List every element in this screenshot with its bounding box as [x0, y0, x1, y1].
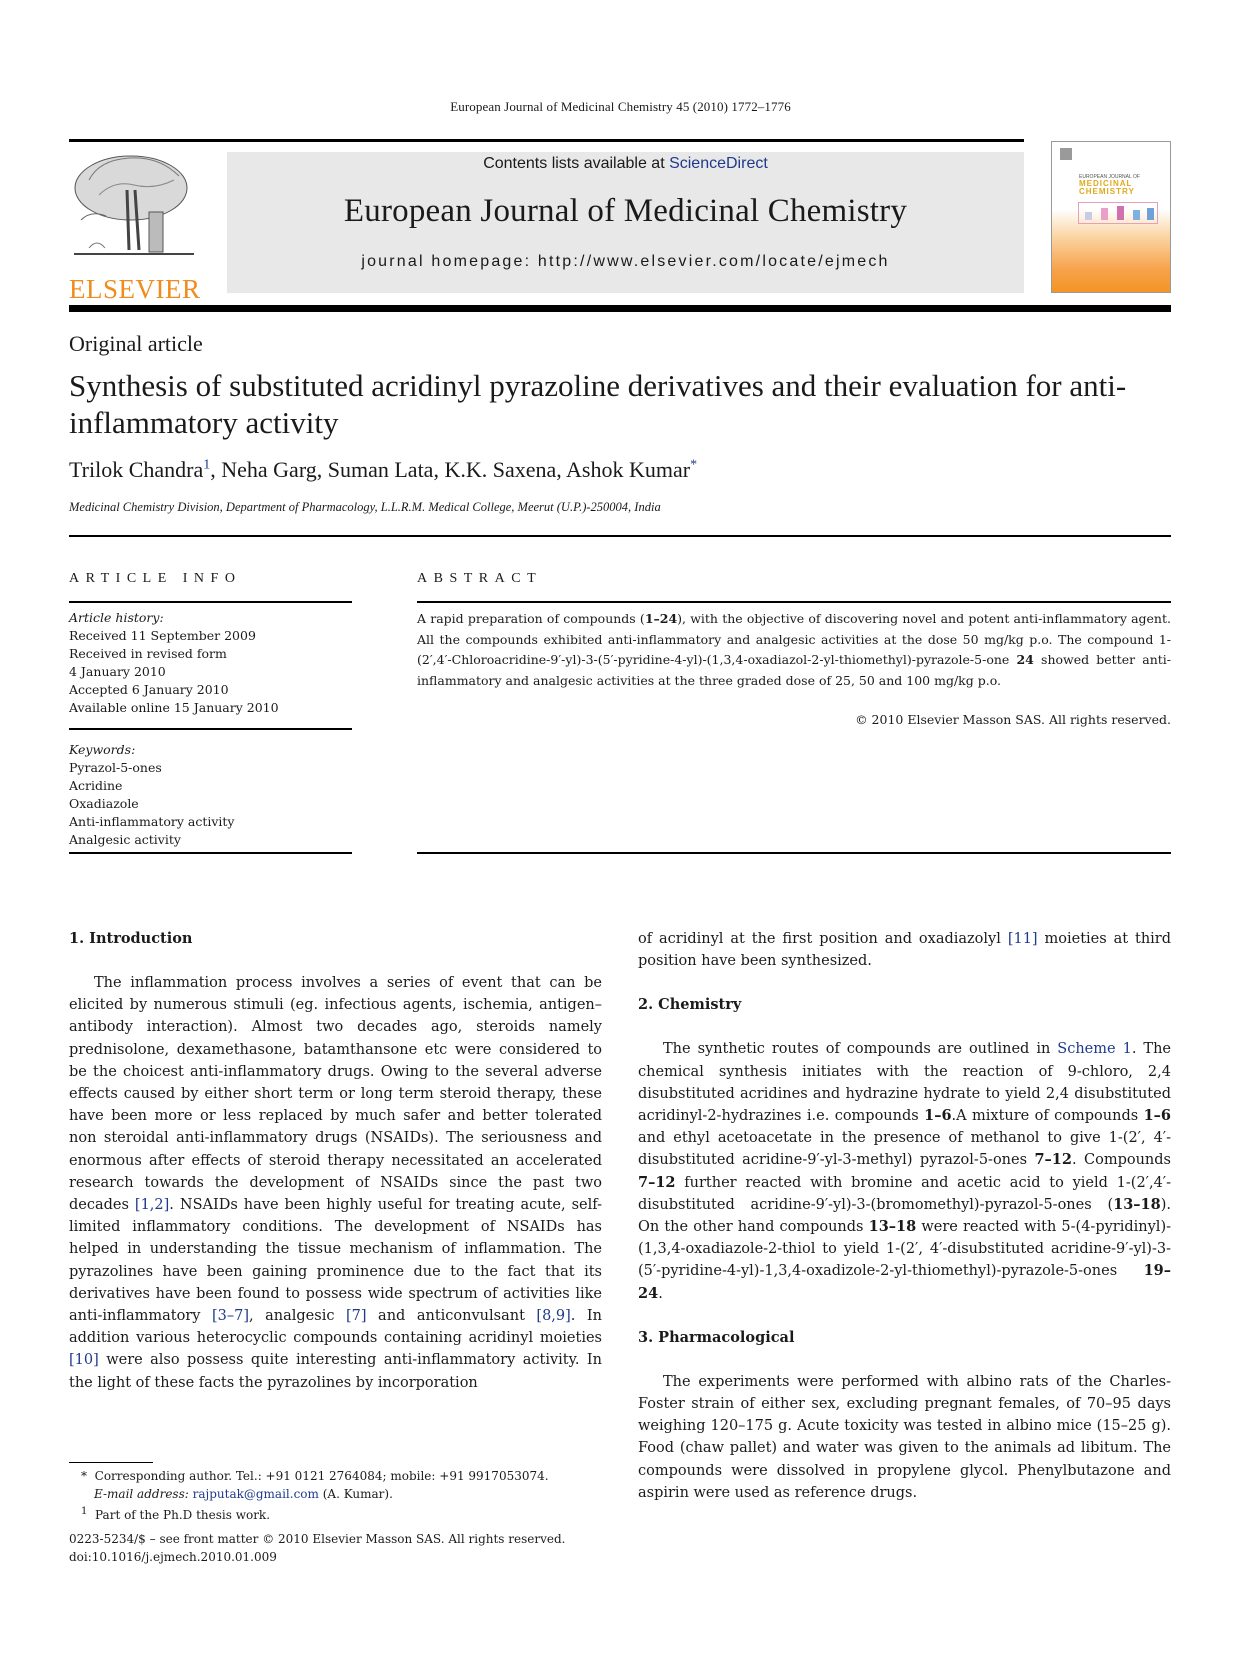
compound-ref: 1–6: [924, 1107, 952, 1125]
footnote-mark: 1: [81, 1506, 88, 1517]
email-suffix: (A. Kumar).: [318, 1487, 393, 1501]
journal-name: European Journal of Medicinal Chemistry: [343, 193, 908, 229]
contents-line: [227, 154, 1024, 174]
author-first: Trilok Chandra: [69, 457, 204, 482]
cover-title-line3: CHEMISTRY: [1079, 187, 1135, 196]
cover-title-large: [1079, 180, 1135, 196]
introduction-continuation: [638, 928, 1171, 972]
citation-link[interactable]: [1,2]: [134, 1197, 170, 1214]
keyword-item: Pyrazol-5-ones: [69, 760, 162, 775]
body-text: ). On the other hand compounds: [638, 1196, 1171, 1236]
abstract-text: showed better anti-inflammatory and analgesic activities at the three graded dose of 25, 50 and 100 mg/kg p.o.: [417, 652, 1171, 688]
cover-logo-icon: [1060, 148, 1072, 160]
compound-ref: 24: [1016, 652, 1034, 667]
body-text: of acridinyl at the first position and oxadiazolyl: [638, 931, 1008, 947]
keyword-item: Analgesic activity: [69, 832, 181, 847]
body-text: and ethyl acetoacetate in the presence of methanol to give 1-(2′, 4′-disubstituted acridine-9′-yl-3-methyl) pyrazol-5-ones: [638, 1130, 1171, 1169]
abstract-body: [417, 609, 1171, 691]
history-item: Received in revised form: [69, 646, 227, 661]
abstract-rule: [417, 601, 1171, 603]
front-matter: [69, 1530, 602, 1566]
cover-title-line2: MEDICINAL: [1079, 179, 1133, 188]
body-text: . The chemical synthesis initiates with the reaction of 9-chloro, 2,4 disubstituted acridines and hydrazine hydrate to yield 2,4 disubstituted acridinyl-2-hydrazines i.e. compounds: [638, 1041, 1172, 1125]
history-item: Received 11 September 2009: [69, 628, 256, 643]
section-heading-chemistry: 2. Chemistry: [638, 996, 742, 1014]
section-heading-pharmacological: 3. Pharmacological: [638, 1328, 795, 1346]
citation-link[interactable]: [3–7]: [211, 1308, 249, 1325]
article-history: [69, 609, 352, 717]
footnote-text: Corresponding author. Tel.: +91 0121 2764084; mobile: +91 9917053074.: [94, 1469, 549, 1483]
sciencedirect-link[interactable]: ScienceDirect: [669, 155, 768, 172]
abstract-heading: ABSTRACT: [417, 571, 543, 586]
footnote-ref-1[interactable]: 1: [203, 457, 211, 473]
compound-ref: 13–18: [1113, 1195, 1161, 1213]
citation-link[interactable]: [7]: [345, 1308, 367, 1325]
article-info-rule: [69, 601, 352, 603]
footnote-rule: [69, 1462, 153, 1463]
body-text: . In addition various heterocyclic compounds containing acridinyl moieties: [69, 1308, 602, 1347]
corresponding-author-ref[interactable]: *: [690, 457, 698, 473]
body-text: The inflammation process involves a series of event that can be elicited by numerous stimuli (eg. infectious agents, ischemia, antigen–antibody interaction). Almost two decades ago, steroids namely prednisolone, dexamethasone, batamthansone etc were considered to be the choicest anti-inflammatory drugs. Owing to the several adverse effects caused by either short term or long term steroid therapy, these have been more or less replaced by much safer and better tolerated non steroidal anti-inflammatory drugs (NSAIDs). The seriousness and enormous after effects of steroid therapy necessitated an accelerated research towards the development of NSAIDs since the past two decades: [69, 975, 602, 1214]
email-link[interactable]: rajputak@gmail.com: [192, 1487, 319, 1501]
body-text: and anticonvulsant: [366, 1308, 537, 1325]
introduction-paragraph: [69, 972, 602, 1394]
history-item: Available online 15 January 2010: [69, 700, 279, 715]
footnote-email: [69, 1485, 602, 1503]
journal-homepage-link[interactable]: journal homepage: http://www.elsevier.com/locate/ejmech: [361, 253, 890, 270]
front-matter-text: 0223-5234/$ – see front matter © 2010 Elsevier Masson SAS. All rights reserved.: [69, 1532, 566, 1546]
right-column: [638, 928, 1171, 1504]
title-rule: [69, 535, 1171, 537]
cover-title-small: EUROPEAN JOURNAL OF: [1079, 174, 1140, 180]
citation-link[interactable]: [8,9]: [536, 1308, 571, 1325]
elsevier-logo[interactable]: [69, 150, 201, 304]
compound-ref: 7–12: [1034, 1151, 1072, 1169]
affiliation: Medicinal Chemistry Division, Department of Pharmacology, L.L.R.M. Medical College, Meerut (U.P.)-250004, India: [69, 500, 661, 514]
author-list: [69, 457, 697, 483]
footnote-mark: *: [81, 1469, 87, 1483]
body-text: were reacted with 5-(4-pyridinyl)-(1,3,4-oxadiazole-2-thiol to yield 1-(2′, 4′-disubstituted acridine-9′-yl)-3-(5′-pyridine-4-yl)-1,3,4-oxadizole-2-yl-thiomethyl)-pyrazole-5-ones: [638, 1219, 1172, 1280]
contents-prefix: Contents lists available at: [483, 155, 670, 172]
elsevier-wordmark: ELSEVIER: [69, 274, 201, 304]
body-text: .A mixture of compounds: [951, 1108, 1144, 1125]
keywords-label: Keywords:: [69, 742, 136, 757]
footnote-corresponding: [69, 1467, 602, 1485]
running-head: European Journal of Medicinal Chemistry 45 (2010) 1772–1776: [450, 99, 791, 114]
history-item: Accepted 6 January 2010: [69, 682, 229, 697]
abstract-text: ), with the objective of discovering novel and potent anti-inflammatory agent. All the compounds exhibited anti-inflammatory and analgesic activities at the dose 50 mg/kg p.o. The compound 1-(2′,4′-Chloroacridine-9′-yl)-3-(5′-pyridine-4-yl)-(1,3,4-oxadiazol-2-yl-thiomethyl)-pyrazole-5-one: [417, 611, 1171, 667]
email-label: E-mail address:: [94, 1487, 193, 1501]
body-text: . NSAIDs have been highly useful for treating acute, self-limited inflammatory conditions. The development of NSAIDs has helped in understanding the tissue mechanism of inflammation. The pyrazolines have been gaining prominence due to the fact that its derivatives have been found to possess wide spectrum of activities like anti-inflammatory: [69, 1197, 602, 1325]
section-heading-introduction: 1. Introduction: [69, 930, 193, 947]
compound-ref: 1–6: [1143, 1107, 1171, 1125]
compound-ref: 13–18: [868, 1218, 917, 1236]
abstract-bottom-rule: [417, 852, 1171, 854]
body-text: were also possess quite interesting anti-inflammatory activity. In the light of these facts the pyrazolines by incorporation: [69, 1352, 602, 1391]
abstract-text: A rapid preparation of compounds (: [417, 611, 645, 626]
journal-masthead: [227, 152, 1024, 293]
keyword-item: Anti-inflammatory activity: [69, 814, 235, 829]
footnotes: [69, 1467, 602, 1524]
chemistry-paragraph: [638, 1038, 1171, 1304]
article-info-heading: ARTICLE INFO: [69, 571, 242, 586]
citation-link[interactable]: [11]: [1007, 931, 1038, 947]
body-text: . Compounds: [1071, 1152, 1171, 1169]
article-info-bottom-rule: [69, 852, 352, 854]
elsevier-tree-icon: [69, 150, 199, 268]
compound-ref: 1–24: [644, 611, 678, 626]
left-column: [69, 928, 602, 1394]
compound-ref: 19–24: [638, 1262, 1171, 1302]
keywords-rule: [69, 728, 352, 730]
citation-link[interactable]: [10]: [69, 1352, 99, 1369]
body-text: .: [658, 1285, 663, 1302]
article-title: Synthesis of substituted acridinyl pyrazoline derivatives and their evaluation for anti-inflammatory activity: [69, 368, 1127, 440]
compound-ref: 7–12: [638, 1173, 676, 1191]
body-text: , analgesic: [249, 1308, 346, 1325]
abstract-copyright: © 2010 Elsevier Masson SAS. All rights reserved.: [855, 712, 1171, 727]
keyword-item: Acridine: [69, 778, 123, 793]
masthead-rule: [69, 305, 1171, 312]
doi-text[interactable]: doi:10.1016/j.ejmech.2010.01.009: [69, 1550, 277, 1564]
authors-rest: , Neha Garg, Suman Lata, K.K. Saxena, Ashok Kumar: [210, 457, 691, 482]
scheme-link[interactable]: Scheme 1: [1057, 1041, 1132, 1058]
article-type: Original article: [69, 331, 203, 356]
keyword-item: Oxadiazole: [69, 796, 139, 811]
history-item: 4 January 2010: [69, 664, 166, 679]
pharmacological-paragraph: The experiments were performed with albino rats of the Charles-Foster strain of either sex, excluding pregnant females, of 70–95 days weighing 120–175 g. Acute toxicity was tested in albino mice (15–25 g). Food (chaw pallet) and water was given to the animals ad libitum. The compounds were dissolved in propylene glycol. Phenylbutazone and aspirin were used as reference drugs.: [638, 1373, 1171, 1501]
history-label: Article history:: [69, 610, 164, 625]
cover-graphic: [1078, 202, 1158, 224]
header-rule: [69, 139, 1024, 142]
keywords: [69, 741, 352, 849]
footnote-phd: [69, 1503, 602, 1524]
footnote-text: Part of the Ph.D thesis work.: [95, 1508, 271, 1522]
journal-cover-thumbnail[interactable]: [1051, 141, 1171, 293]
body-text: moieties at third position have been synthesized.: [638, 931, 1172, 970]
body-text: The synthetic routes of compounds are outlined in: [663, 1041, 1058, 1058]
body-text: further reacted with bromine and acetic acid to yield 1-(2′,4′-disubstituted acridine-9′-yl)-3-(bromomethyl)-pyrazol-5-ones (: [638, 1174, 1171, 1213]
